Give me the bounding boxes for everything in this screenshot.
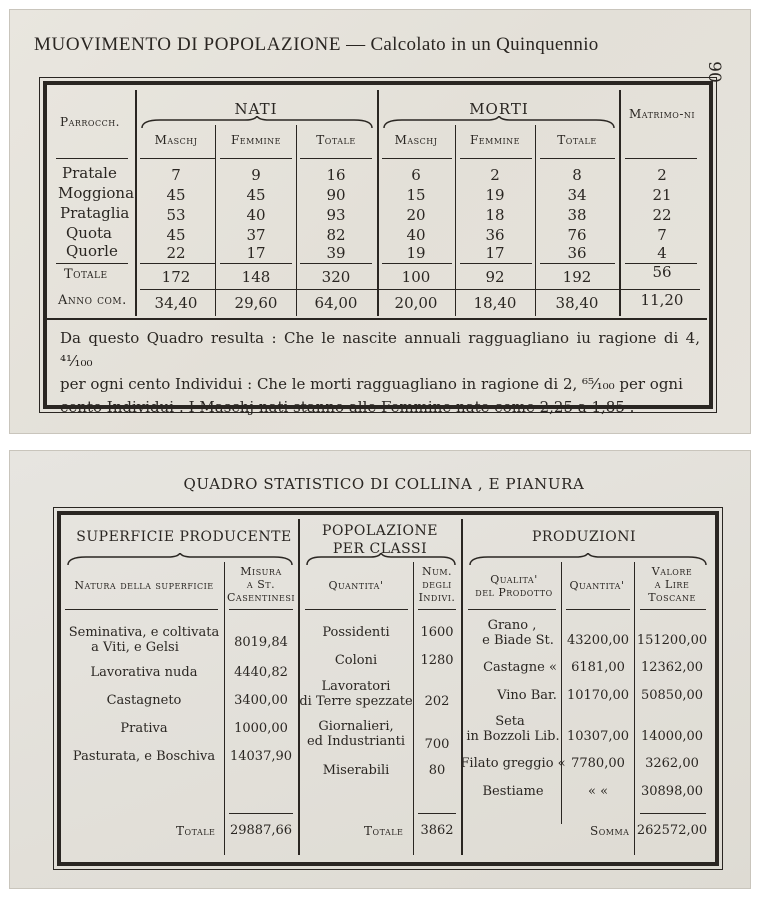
cell: 19	[485, 186, 505, 204]
rule	[229, 609, 293, 610]
cell: 53	[166, 206, 186, 224]
cell: 37	[246, 226, 266, 244]
cell: 56	[652, 263, 672, 281]
rule	[300, 158, 372, 159]
cell: « «	[587, 784, 609, 799]
divider	[224, 562, 225, 855]
somma-value: 262572,00	[636, 823, 708, 838]
row-name: Castagne «	[483, 660, 557, 675]
rule	[625, 158, 697, 159]
row-name: Possidenti	[322, 625, 390, 640]
header-nati-maschj: Maschj	[154, 133, 198, 147]
cell: 2	[657, 166, 667, 184]
cell: 40	[246, 206, 266, 224]
cell: 9	[251, 166, 261, 184]
rule	[640, 609, 706, 610]
header-num-3: Indivi.	[418, 591, 456, 604]
brace-morti	[382, 116, 616, 130]
row-name: Bestiame	[482, 784, 544, 799]
brace-nati	[140, 116, 374, 130]
statistics-table-title: QUADRO STATISTICO DI COLLINA , E PIANURA	[183, 475, 585, 493]
row-name: Prativa	[120, 721, 168, 736]
header-popolazione-2: PER CLASSI	[332, 541, 428, 557]
rule	[540, 263, 615, 264]
header-produzioni: PRODUZIONI	[532, 529, 636, 545]
cell: 1280	[420, 653, 454, 668]
cell: 22	[652, 206, 672, 224]
totale-superficie-label: Totale	[176, 824, 216, 838]
row-name: Giornalieri,	[318, 719, 394, 734]
divider	[413, 562, 414, 855]
row-name: in Bozzoli Lib.	[466, 729, 560, 744]
row-name: Lavorativa nuda	[90, 665, 198, 680]
page-number: 90	[703, 61, 724, 83]
totale-popolazione-label: Totale	[364, 824, 404, 838]
row-name: Seminativa, e coltivata	[68, 625, 220, 640]
cell: 2	[490, 166, 500, 184]
cell: 16	[326, 166, 346, 184]
rule	[229, 813, 293, 814]
cell: 92	[485, 268, 505, 286]
cell: 34	[567, 186, 587, 204]
header-morti-maschj: Maschj	[394, 133, 438, 147]
rule	[540, 158, 615, 159]
population-table-title	[34, 34, 599, 56]
rule	[468, 609, 556, 610]
rule	[65, 609, 218, 610]
row-name: Prataglia	[60, 204, 130, 222]
cell: 45	[246, 186, 266, 204]
divider	[215, 125, 216, 316]
row-name: Miserabili	[322, 763, 390, 778]
cell: 20,00	[394, 294, 438, 312]
cell: 3262,00	[645, 756, 699, 771]
header-misura-3: Casentinesi	[227, 591, 295, 604]
header-valore-1: Valore	[651, 565, 693, 578]
cell: 1000,00	[234, 721, 288, 736]
cell: 7780,00	[571, 756, 625, 771]
row-name: Coloni	[334, 653, 378, 668]
cell: 82	[326, 226, 346, 244]
row-name: Anno com.	[58, 293, 127, 308]
cell: 100	[401, 268, 431, 286]
cell: 45	[166, 186, 186, 204]
rule	[382, 158, 452, 159]
row-name: Lavoratori	[321, 679, 391, 694]
cell: 93	[326, 206, 346, 224]
cell: 40	[406, 226, 426, 244]
rule	[140, 263, 215, 264]
header-quantita-prod: Quantita'	[569, 579, 625, 592]
cell: 4440,82	[234, 665, 288, 680]
row-name: a Viti, e Gelsi	[91, 640, 179, 655]
row-name: Pratale	[62, 164, 117, 182]
cell: 4	[657, 244, 667, 262]
cell: 8019,84	[234, 635, 288, 650]
cell: 8	[572, 166, 582, 184]
header-misura-1: Misura	[240, 565, 282, 578]
rule	[220, 263, 292, 264]
rule	[566, 609, 630, 610]
rule	[305, 609, 408, 610]
rule	[220, 158, 292, 159]
cell: 7	[171, 166, 181, 184]
totale-popolazione-value: 3862	[420, 823, 454, 838]
header-num-2: degli	[422, 578, 452, 591]
cell: 202	[424, 694, 450, 709]
somma-label: Somma	[590, 824, 630, 838]
cell: 17	[485, 244, 505, 262]
header-num-1: Num.	[421, 565, 453, 578]
row-name: di Terre spezzate	[299, 694, 413, 709]
cell: 192	[562, 268, 592, 286]
header-superficie: SUPERFICIE PRODUCENTE	[76, 529, 292, 545]
cell: 15	[406, 186, 426, 204]
divider	[619, 90, 621, 316]
cell: 22	[166, 244, 186, 262]
note-line: cento Individui : I Maschj nati stanno alle Femmine nate come 2,25 a 1,85 .	[60, 398, 635, 416]
cell: 19	[406, 244, 426, 262]
header-parrocchie: Parrocch.	[60, 115, 120, 129]
cell: 30898,00	[640, 784, 704, 799]
cell: 10170,00	[566, 688, 630, 703]
population-note	[60, 327, 700, 419]
cell: 6	[411, 166, 421, 184]
cell: 14037,90	[229, 749, 293, 764]
cell: 10307,00	[566, 729, 630, 744]
row-name: e Biade St.	[482, 633, 554, 648]
divider	[535, 125, 536, 316]
rule	[460, 158, 532, 159]
header-natura: Natura della superficie	[74, 579, 214, 592]
divider	[455, 125, 456, 316]
cell: 43200,00	[566, 633, 630, 648]
rule	[418, 609, 456, 610]
header-qualita-2: del Prodotto	[475, 586, 553, 599]
cell: 172	[161, 268, 191, 286]
note-line: per ogni cento Individui : Che le morti ragguagliano in ragione di 2, ⁶⁵⁄₁₀₀ per ogni	[60, 375, 683, 393]
title-main: MUOVIMENTO DI POPOLAZIONE	[34, 34, 342, 55]
cell: 14000,00	[640, 729, 704, 744]
rule	[300, 263, 372, 264]
cell: 151200,00	[636, 633, 708, 648]
cell: 11,20	[640, 291, 684, 309]
header-nati-femmine: Femmine	[230, 133, 282, 147]
rule	[418, 813, 456, 814]
row-name: Quota	[66, 224, 112, 242]
cell: 3400,00	[234, 693, 288, 708]
row-name: Seta	[495, 714, 525, 729]
cell: 6181,00	[571, 660, 625, 675]
cell: 36	[485, 226, 505, 244]
cell: 29,60	[234, 294, 278, 312]
cell: 7	[657, 226, 667, 244]
header-quantita-pop: Quantita'	[328, 579, 384, 592]
header-morti: MORTI	[469, 100, 529, 118]
rule	[382, 263, 452, 264]
rule	[140, 289, 700, 290]
cell: 18,40	[473, 294, 517, 312]
cell: 12362,00	[640, 660, 704, 675]
divider	[561, 562, 562, 824]
header-popolazione-1: POPOLAZIONE	[322, 523, 438, 539]
cell: 80	[428, 763, 446, 778]
cell: 1600	[420, 625, 454, 640]
row-name: Totale	[64, 267, 108, 282]
cell: 76	[567, 226, 587, 244]
header-nati: NATI	[234, 100, 278, 118]
row-name: Grano ,	[487, 618, 537, 633]
rule	[56, 158, 128, 159]
header-matrimoni: Matrimo-ni	[628, 107, 696, 121]
cell: 64,00	[314, 294, 358, 312]
rule	[56, 263, 128, 264]
cell: 36	[567, 244, 587, 262]
row-name: Moggiona	[58, 184, 135, 202]
divider	[296, 125, 297, 316]
header-nati-totale: Totale	[316, 133, 356, 147]
rule	[460, 263, 532, 264]
rule	[47, 318, 707, 320]
row-name: Castagneto	[106, 693, 182, 708]
header-morti-femmine: Femmine	[469, 133, 521, 147]
cell: 39	[326, 244, 346, 262]
divider	[377, 90, 379, 316]
cell: 45	[166, 226, 186, 244]
header-qualita-1: Qualita'	[490, 573, 538, 586]
header-valore-3: Toscane	[648, 591, 696, 604]
divider	[461, 519, 463, 855]
header-valore-2: a Lire	[654, 578, 690, 591]
cell: 18	[485, 206, 505, 224]
totale-superficie-value: 29887,66	[229, 823, 293, 838]
cell: 38,40	[555, 294, 599, 312]
cell: 320	[321, 268, 351, 286]
header-misura-2: a St.	[246, 578, 276, 591]
row-name: Vino Bar.	[497, 688, 557, 703]
cell: 21	[652, 186, 672, 204]
row-name: Pasturata, e Boschiva	[72, 749, 216, 764]
cell: 17	[246, 244, 266, 262]
cell: 20	[406, 206, 426, 224]
title-sub: — Calcolato in un Quinquennio	[346, 34, 599, 55]
rule	[140, 158, 215, 159]
note-line: Da questo Quadro resulta : Che le nascite annuali ragguagliano iu ragione di 4, ⁴¹⁄₁₀₀	[60, 329, 700, 370]
cell: 700	[424, 737, 450, 752]
cell: 38	[567, 206, 587, 224]
cell: 34,40	[154, 294, 198, 312]
cell: 148	[241, 268, 271, 286]
cell: 90	[326, 186, 346, 204]
row-name: Quorle	[66, 242, 118, 260]
divider	[634, 562, 635, 855]
row-name: ed Industrianti	[306, 734, 406, 749]
divider	[135, 90, 137, 316]
row-name: Filato greggio «	[460, 756, 566, 771]
cell: 50850,00	[640, 688, 704, 703]
rule	[640, 813, 706, 814]
divider	[298, 519, 300, 855]
header-morti-totale: Totale	[557, 133, 597, 147]
